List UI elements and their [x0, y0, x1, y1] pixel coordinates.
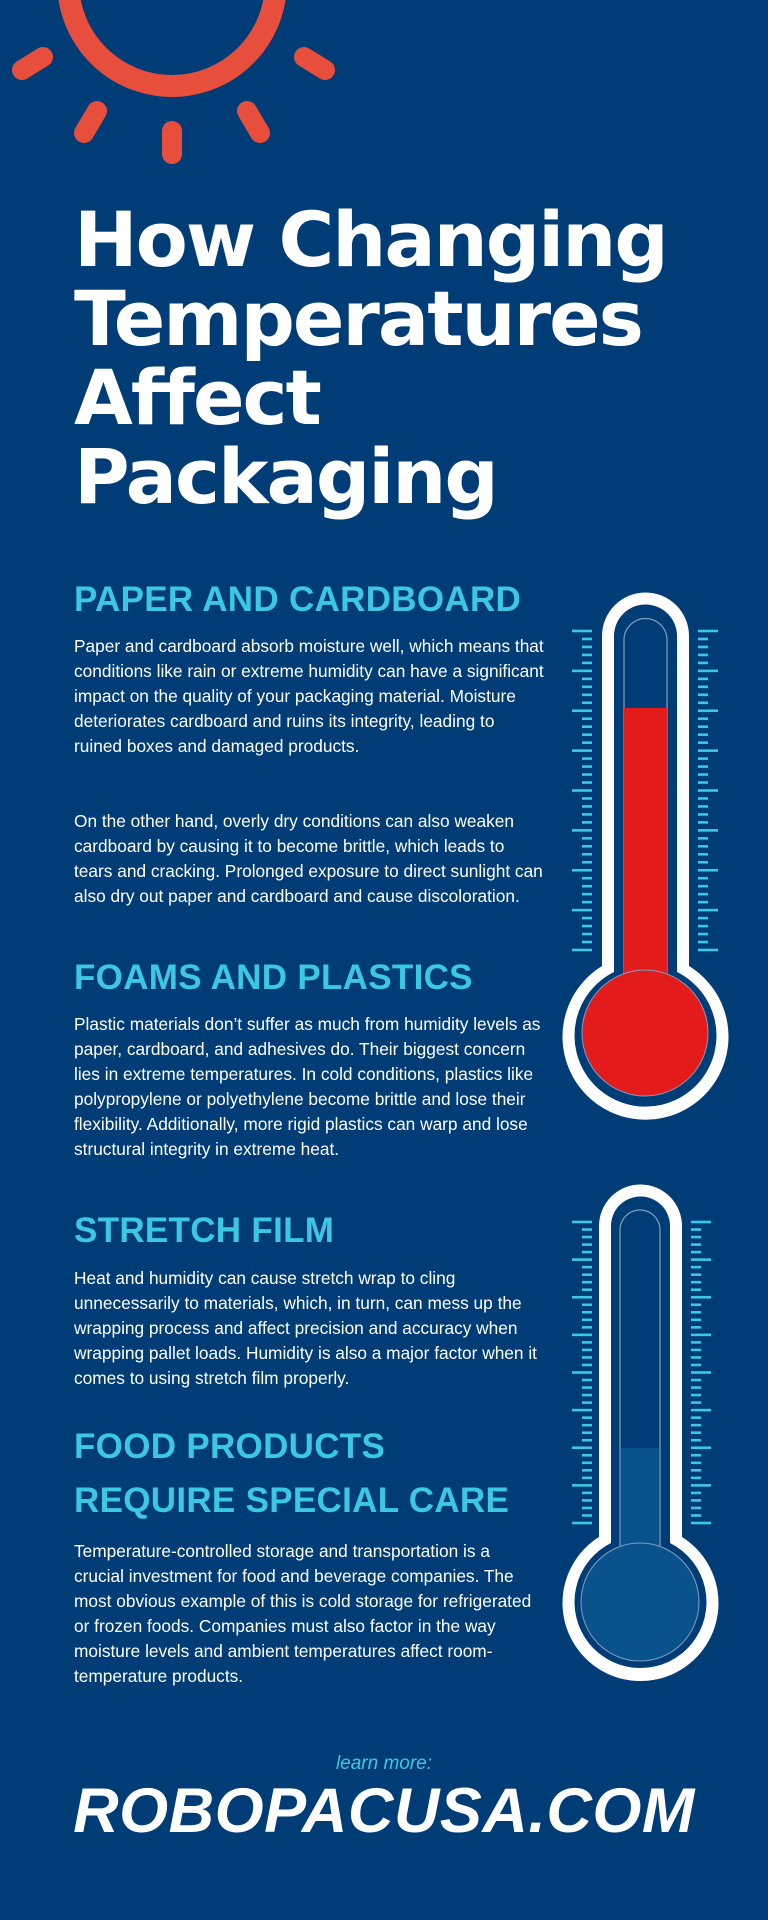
tick-mark [582, 1469, 592, 1472]
tick-mark [582, 781, 592, 784]
tick-mark [691, 1446, 711, 1449]
tick-mark [582, 1251, 592, 1254]
tick-mark [572, 1522, 592, 1525]
tick-mark [691, 1228, 701, 1231]
tick-mark [691, 1341, 701, 1344]
tick-mark [698, 678, 708, 681]
stretch-film-paragraph: Heat and humidity can cause stretch wrap to cling unnecessarily to materials, which, in turn, can mess up the wrapping process and affect precision and accuracy when wrapping pallet loads. Humidity is also a major factor when it comes to using stretch film properly. [74, 1268, 537, 1388]
tick-mark [698, 741, 708, 744]
tick-mark [572, 1484, 592, 1487]
tick-mark [691, 1477, 701, 1480]
tick-mark [582, 654, 592, 657]
tick-mark [691, 1326, 701, 1329]
tick-mark [698, 789, 718, 792]
tick-mark [691, 1386, 701, 1389]
tick-mark [698, 630, 718, 633]
tick-mark [698, 893, 708, 896]
tick-mark [698, 717, 708, 720]
tick-mark [691, 1401, 701, 1404]
tick-mark [698, 654, 708, 657]
tick-mark [698, 646, 708, 649]
tick-mark [582, 733, 592, 736]
tick-mark [698, 781, 708, 784]
tick-mark [691, 1492, 701, 1495]
tick-mark [691, 1334, 711, 1337]
tick-mark [582, 1281, 592, 1284]
tick-mark [698, 797, 708, 800]
tick-mark [691, 1303, 701, 1306]
tick-mark [698, 909, 718, 912]
tick-mark [691, 1221, 711, 1224]
tick-mark [582, 813, 592, 816]
tick-mark [582, 1386, 592, 1389]
tick-mark [582, 917, 592, 920]
tick-mark [572, 670, 592, 673]
tick-mark [691, 1431, 701, 1434]
tick-mark [582, 941, 592, 944]
tick-mark [582, 861, 592, 864]
tick-mark [691, 1296, 711, 1299]
tick-mark [582, 1319, 592, 1322]
tick-mark [582, 1303, 592, 1306]
tick-mark [698, 694, 708, 697]
tick-mark [691, 1507, 701, 1510]
tick-mark [582, 1424, 592, 1427]
tick-mark [582, 678, 592, 681]
tick-mark [691, 1484, 711, 1487]
tick-mark [572, 1334, 592, 1337]
website-link[interactable]: ROBOPACUSA.COM [73, 1776, 695, 1846]
tick-mark [698, 949, 718, 952]
tick-mark [698, 638, 708, 641]
tick-mark [582, 686, 592, 689]
tick-mark [582, 885, 592, 888]
tick-mark [582, 1507, 592, 1510]
tick-mark [698, 757, 708, 760]
tick-mark [698, 933, 708, 936]
tick-mark [582, 1228, 592, 1231]
tick-mark [698, 805, 708, 808]
section-heading-food-products [74, 1420, 574, 1528]
tick-mark [698, 869, 718, 872]
tick-mark [698, 749, 718, 752]
tick-mark [582, 877, 592, 880]
tick-mark [582, 1273, 592, 1276]
tick-mark [582, 1341, 592, 1344]
tick-mark [582, 1266, 592, 1269]
tick-mark [691, 1349, 701, 1352]
tick-mark [582, 1349, 592, 1352]
tick-mark [572, 1221, 592, 1224]
tick-mark [582, 662, 592, 665]
foams-plastics-paragraph: Plastic materials don’t suffer as much from humidity levels as paper, cardboard, and adhesives do. Their biggest concern lies in extreme temperatures. In cold conditions, plastics like polypropylene or polyethylene become brittle and lose their flexibility. Additionally, more rigid plastics can warp and lose structural integrity in extreme heat. [74, 1014, 541, 1159]
tick-mark [582, 646, 592, 649]
tick-mark [582, 1454, 592, 1457]
tick-mark [691, 1409, 711, 1412]
tick-mark [582, 1379, 592, 1382]
tick-mark [691, 1454, 701, 1457]
tick-mark [691, 1311, 701, 1314]
tick-mark [582, 853, 592, 856]
title-line-4: Packaging [74, 432, 497, 521]
tick-mark [582, 1514, 592, 1517]
tick-mark [572, 789, 592, 792]
tick-mark [582, 701, 592, 704]
tick-mark [582, 845, 592, 848]
tick-mark [698, 821, 708, 824]
tick-mark [698, 917, 708, 920]
tick-mark [698, 853, 708, 856]
tick-mark [582, 1394, 592, 1397]
tick-mark [582, 757, 592, 760]
tick-mark [582, 1311, 592, 1314]
tick-mark [691, 1281, 701, 1284]
tick-mark [582, 1356, 592, 1359]
page-title [74, 195, 714, 521]
tick-mark [698, 733, 708, 736]
tick-mark [582, 1364, 592, 1367]
tick-mark [691, 1356, 701, 1359]
tick-mark [582, 1326, 592, 1329]
tick-mark [582, 805, 592, 808]
tick-mark [582, 765, 592, 768]
tick-mark [698, 901, 708, 904]
tick-mark [572, 1409, 592, 1412]
title-line-3: Affect [74, 353, 320, 442]
tick-mark [691, 1379, 701, 1382]
title-line-1: How Changing [74, 195, 667, 284]
tick-mark [691, 1288, 701, 1291]
title-line-2: Temperatures [74, 274, 642, 363]
tick-mark [698, 861, 708, 864]
tick-mark [698, 837, 708, 840]
tick-mark [582, 694, 592, 697]
tick-mark [582, 1416, 592, 1419]
tick-mark [691, 1371, 711, 1374]
sun-icon [22, 0, 325, 154]
tick-mark [572, 869, 592, 872]
tick-mark [582, 837, 592, 840]
tick-mark [698, 773, 708, 776]
section-heading-paper-cardboard: PAPER AND CARDBOARD [74, 580, 522, 619]
food-heading-line-2: REQUIRE SPECIAL CARE [74, 1481, 510, 1520]
tick-mark [691, 1364, 701, 1367]
tick-mark [698, 670, 718, 673]
cold-thermometer-icon [562, 1185, 718, 1682]
tick-mark [572, 709, 592, 712]
tick-mark [582, 901, 592, 904]
tick-mark [582, 717, 592, 720]
tick-mark [582, 797, 592, 800]
tick-mark [582, 933, 592, 936]
tick-mark [582, 1243, 592, 1246]
section-heading-stretch-film: STRETCH FILM [74, 1211, 335, 1250]
tick-mark [691, 1319, 701, 1322]
tick-mark [572, 1446, 592, 1449]
tick-mark [582, 725, 592, 728]
tick-mark [572, 630, 592, 633]
tick-mark [698, 885, 708, 888]
tick-mark [698, 662, 708, 665]
tick-mark [691, 1469, 701, 1472]
tick-mark [691, 1416, 701, 1419]
tick-mark [698, 813, 708, 816]
tick-mark [572, 829, 592, 832]
tick-mark [572, 1296, 592, 1299]
tick-mark [582, 1477, 592, 1480]
food-products-paragraph: Temperature-controlled storage and transportation is a crucial investment for food and beverage companies. The most obvious example of this is cold storage for refrigerated or frozen foods. Companies must also factor in the way moisture levels and ambient temperatures affect room-temperature products. [74, 1541, 532, 1686]
tick-mark [572, 1258, 592, 1261]
tick-mark [582, 925, 592, 928]
section-heading-foams-plastics: FOAMS AND PLASTICS [74, 958, 473, 997]
tick-mark [582, 1492, 592, 1495]
tick-mark [698, 845, 708, 848]
tick-mark [698, 829, 718, 832]
tick-mark [691, 1273, 701, 1276]
tick-mark [691, 1251, 701, 1254]
paper-cardboard-paragraph-1: Paper and cardboard absorb moisture well, which means that conditions like rain or extreme humidity can have a significant impact on the quality of your packaging material. Moisture deteriorates cardboard and ruins its integrity, leading to ruined boxes and damaged products. [74, 636, 544, 756]
tick-mark [582, 1439, 592, 1442]
tick-mark [582, 1236, 592, 1239]
tick-mark [698, 765, 708, 768]
tick-mark [582, 1288, 592, 1291]
tick-mark [691, 1514, 701, 1517]
tick-mark [582, 1499, 592, 1502]
paper-cardboard-paragraph-2: On the other hand, overly dry conditions can also weaken cardboard by causing it to become brittle, which leads to tears and cracking. Prolonged exposure to direct sunlight can also dry out paper and cardboard and cause discoloration. [74, 811, 543, 906]
tick-mark [572, 909, 592, 912]
tick-mark [582, 741, 592, 744]
tick-mark [582, 1462, 592, 1465]
tick-mark [698, 709, 718, 712]
tick-mark [691, 1258, 711, 1261]
tick-mark [691, 1394, 701, 1397]
tick-mark [698, 925, 708, 928]
tick-mark [582, 773, 592, 776]
tick-mark [582, 638, 592, 641]
tick-mark [691, 1439, 701, 1442]
tick-mark [691, 1266, 701, 1269]
tick-mark [582, 1401, 592, 1404]
tick-mark [691, 1236, 701, 1239]
tick-mark [698, 877, 708, 880]
tick-mark [691, 1243, 701, 1246]
tick-mark [698, 701, 708, 704]
tick-mark [582, 893, 592, 896]
tick-mark [572, 949, 592, 952]
tick-mark [582, 821, 592, 824]
learn-more-label: learn more: [335, 1753, 433, 1774]
tick-mark [572, 1371, 592, 1374]
food-heading-line-1: FOOD PRODUCTS [74, 1427, 386, 1466]
tick-mark [698, 941, 708, 944]
tick-mark [698, 725, 708, 728]
tick-mark [691, 1424, 701, 1427]
tick-mark [691, 1462, 701, 1465]
tick-mark [691, 1522, 711, 1525]
tick-mark [572, 749, 592, 752]
hot-thermometer-icon [562, 593, 728, 1120]
tick-mark [582, 1431, 592, 1434]
tick-mark [698, 686, 708, 689]
tick-mark [691, 1499, 701, 1502]
